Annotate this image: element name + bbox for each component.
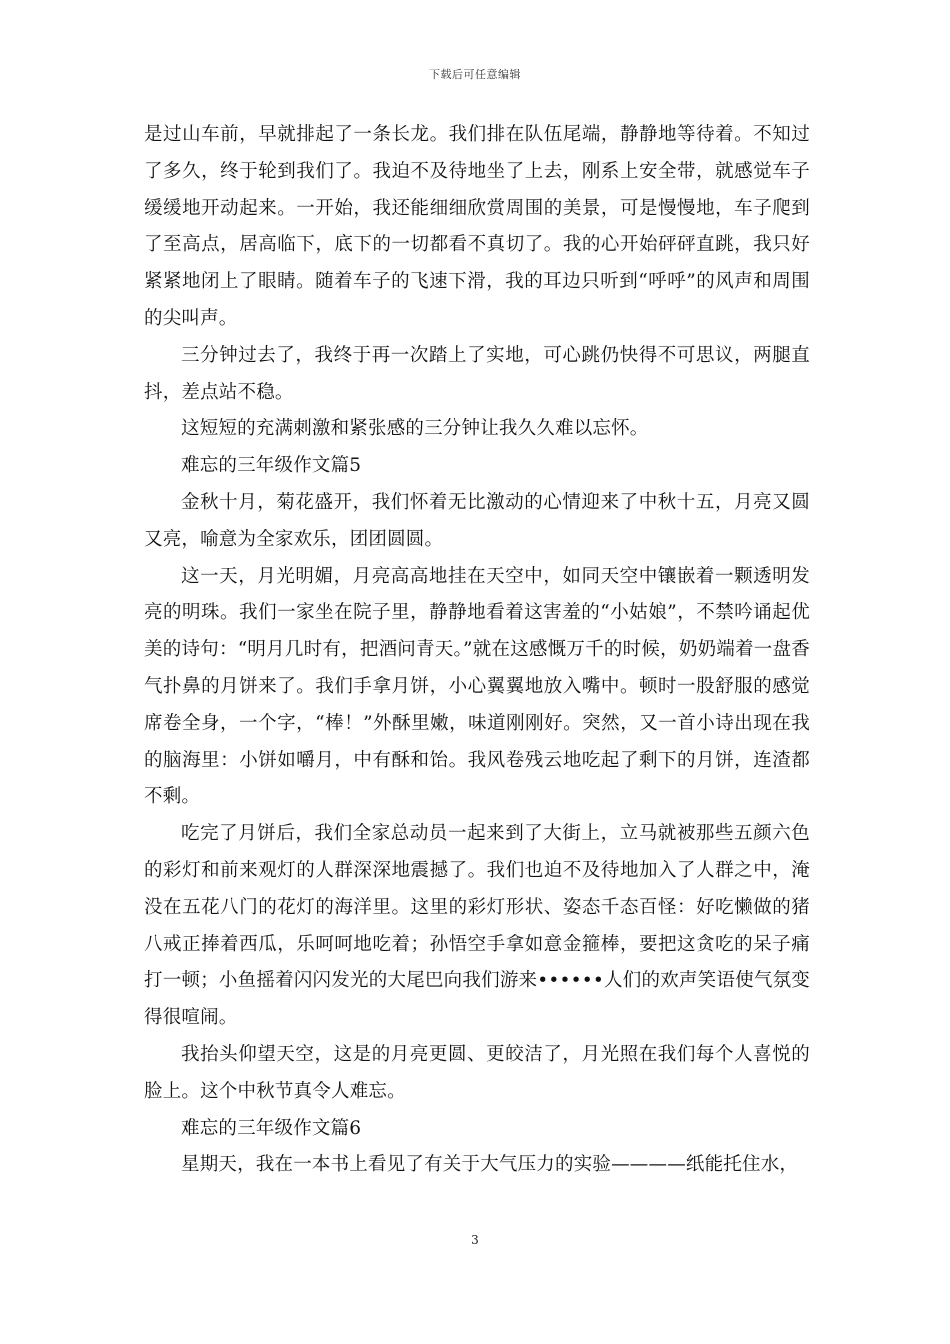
paragraph-3: 这短短的充满刺激和紧张感的三分钟让我久久难以忘怀。 (181, 418, 649, 440)
document-body (144, 117, 810, 1184)
paragraph-6: 这一天，月光明媚，月亮高高地挂在天空中，如同天空中镶嵌着一颗透明发亮的明珠。我们一家坐在院子里，静静地看着这害羞的“小姑娘”，不禁吟诵起优美的诗句：“明月几时有，把酒问青天。”就在这感慨万千的时候，奶奶端着一盘香气扑鼻的月饼来了。我们手拿月饼，小心翼翼地放入嘴中。顿时一股舒服的感觉席卷全身，一个字，“棒！”外酥里嫩，味道刚刚好。突然，又一首小诗出现在我的脑海里：小饼如嚼月，中有酥和饴。我风卷残云地吃起了剩下的月饼，连渣都不剩。 (144, 565, 810, 808)
page-header: 下载后可任意编辑 (429, 68, 521, 81)
section-heading-5: 难忘的三年级作文篇5 (181, 455, 362, 477)
paragraph-1: 是过山车前，早就排起了一条长龙。我们排在队伍尾端，静静地等待着。不知过了多久，终于轮到我们了。我迫不及待地坐了上去，刚系上安全带，就感觉车子缓缓地开动起来。一开始，我还能细细欣赏周围的美景，可是慢慢地，车子爬到了至高点，居高临下，底下的一切都看不真切了。我的心开始砰砰直跳，我只好紧紧地闭上了眼睛。随着车子的飞速下滑，我的耳边只听到“呼呼”的风声和周围的尖叫声。 (144, 124, 810, 329)
paragraph-5: 金秋十月，菊花盛开，我们怀着无比激动的心情迎来了中秋十五，月亮又圆又亮，喻意为全家欢乐，团团圆圆。 (144, 491, 810, 550)
paragraph-10: 星期天，我在一本书上看见了有关于大气压力的实验————纸能托住水， (181, 1154, 799, 1176)
page-number: 3 (471, 1233, 479, 1247)
section-heading-6: 难忘的三年级作文篇6 (181, 1117, 362, 1139)
paragraph-2: 三分钟过去了，我终于再一次踏上了实地，可心跳仍快得不可思议，两腿直抖，差点站不稳。 (144, 344, 810, 403)
paragraph-7: 吃完了月饼后，我们全家总动员一起来到了大街上，立马就被那些五颜六色的彩灯和前来观灯的人群深深地震撼了。我们也迫不及待地加入了人群之中，淹没在五花八门的花灯的海洋里。这里的彩灯形状、姿态千态百怪：好吃懒做的猪八戒正捧着西瓜，乐呵呵地吃着；孙悟空手拿如意金箍棒，要把这贪吃的呆子痛打一顿；小鱼摇着闪闪发光的大尾巴向我们游来••••••人们的欢声笑语使气氛变得很喧闹。 (144, 823, 810, 1029)
paragraph-8: 我抬头仰望天空，这是的月亮更圆、更皎洁了，月光照在我们每个人喜悦的脸上。这个中秋节真令人难忘。 (144, 1043, 810, 1102)
